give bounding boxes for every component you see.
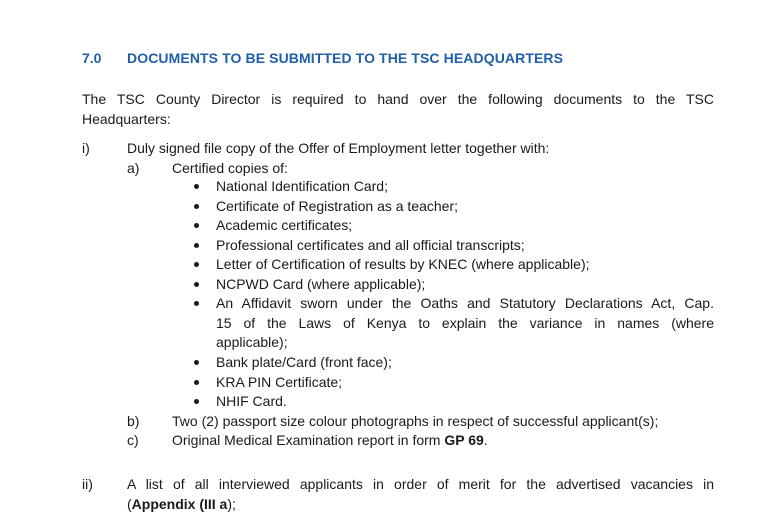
item-i-marker: i) (82, 140, 90, 156)
bullet-item: Letter of Certification of results by KNEC (where applicable); (216, 256, 590, 272)
bullet-item: Bank plate/Card (front face); (216, 354, 392, 370)
bullet-item: An Affidavit sworn under the Oaths and Statutory Declarations Act, Cap. (216, 295, 714, 311)
bullet-item-continued: applicable); (216, 334, 288, 350)
bullet-item: NHIF Card. (216, 393, 287, 409)
bullet-item: Academic certificates; (216, 217, 353, 233)
appendix-reference: Appendix (III a (131, 496, 228, 512)
bullet-item: Certificate of Registration as a teacher; (216, 198, 459, 214)
sub-c-marker: c) (127, 432, 139, 448)
section-number: 7.0 (82, 50, 102, 66)
bullet-dot (194, 282, 199, 287)
bullet-item: KRA PIN Certificate; (216, 374, 343, 390)
bullet-dot (194, 184, 199, 189)
bullet-dot (194, 262, 199, 267)
form-reference: GP 69 (444, 432, 484, 448)
bullet-dot (194, 204, 199, 209)
item-ii-line-2 (127, 494, 236, 514)
sub-c-text-suffix: . (483, 432, 488, 448)
sub-b-marker: b) (127, 413, 140, 429)
item-i-text: Duly signed file copy of the Offer of Employment letter together with: (127, 140, 550, 156)
intro-line-1: The TSC County Director is required to hand over the following documents to the TSC (82, 91, 714, 107)
bullet-item: National Identification Card; (216, 178, 388, 194)
bullet-item: NCPWD Card (where applicable); (216, 276, 426, 292)
sub-a-text: Certified copies of: (172, 160, 288, 176)
item-ii-line-2-prefix: ( (127, 496, 132, 512)
bullet-item-continued: 15 of the Laws of Kenya to explain the variance in names (where (216, 315, 714, 331)
bullet-dot (194, 243, 199, 248)
bullet-dot (194, 380, 199, 385)
bullet-dot (194, 301, 199, 306)
section-title: DOCUMENTS TO BE SUBMITTED TO THE TSC HEADQUARTERS (127, 50, 564, 66)
item-ii-marker: ii) (82, 476, 93, 492)
sub-b-text: Two (2) passport size colour photographs in respect of successful applicant(s); (172, 413, 659, 429)
bullet-dot (194, 223, 199, 228)
sub-c-text-prefix: Original Medical Examination report in form (172, 432, 445, 448)
item-ii-line-2-suffix: ); (227, 496, 236, 512)
item-ii-line-1: A list of all interviewed applicants in order of merit for the advertised vacancies in (127, 476, 714, 492)
bullet-dot (194, 399, 199, 404)
bullet-dot (194, 360, 199, 365)
sub-a-marker: a) (127, 160, 140, 176)
sub-c-text (172, 430, 488, 450)
bullet-item: Professional certificates and all official transcripts; (216, 237, 525, 253)
intro-line-2: Headquarters: (82, 111, 171, 127)
